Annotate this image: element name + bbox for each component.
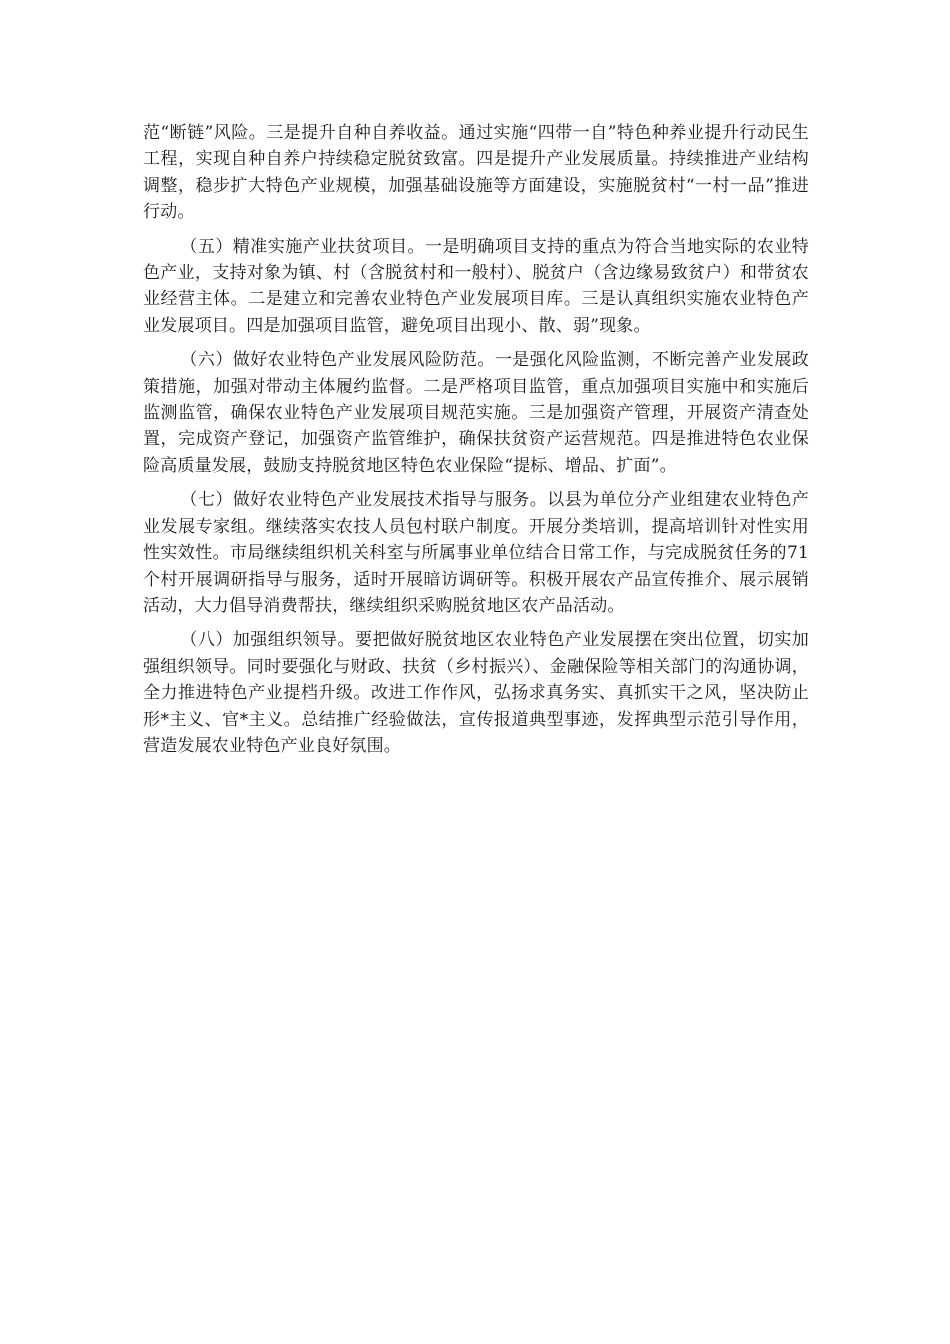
paragraph-section-8: （八）加强组织领导。要把做好脱贫地区农业特色产业发展摆在突出位置，切实加强组织领导。同时要强化与财政、扶贫（乡村振兴）、金融保险等相关部门的沟通协调，全力推进特色产业提档升级。改进工作作风，弘扬求真务实、真抓实干之风，坚决防止形*主义、官*主义。总结推广经验做法，宣传报道典型事迹，发挥典型示范引导作用，营造发展农业特色产业良好氛围。: [143, 630, 809, 756]
paragraph-section-6: （六）做好农业特色产业发展风险防范。一是强化风险监测，不断完善产业发展政策措施，加强对带动主体履约监督。二是严格项目监管，重点加强项目实施中和实施后监测监管，确保农业特色产业发展项目规范实施。三是加强资产管理，开展资产清查处置，完成资产登记，加强资产监管维护，确保扶贫资产运营规范。四是推进特色农业保险高质量发展，鼓励支持脱贫地区特色农业保险“提标、增品、扩面”。: [143, 350, 809, 476]
document-page: [143, 120, 809, 767]
paragraph-section-5: （五）精准实施产业扶贫项目。一是明确项目支持的重点为符合当地实际的农业特色产业，支持对象为镇、村（含脱贫村和一般村）、脱贫户（含边缘易致贫户）和带贫农业经营主体。二是建立和完善农业特色产业发展项目库。三是认真组织实施农业特色产业发展项目。四是加强项目监管，避免项目出现小、散、弱”现象。: [143, 236, 809, 336]
paragraph-section-7: （七）做好农业特色产业发展技术指导与服务。以县为单位分产业组建农业特色产业发展专家组。继续落实农技人员包村联户制度。开展分类培训，提高培训针对性实用性实效性。市局继续组织机关科室与所属事业单位结合日常工作，与完成脱贫任务的71个村开展调研指导与服务，适时开展暗访调研等。积极开展农产品宣传推介、展示展销活动，大力倡导消费帮扶，继续组织采购脱贫地区农产品活动。: [143, 490, 809, 616]
paragraph-continuation: 范“断链”风险。三是提升自种自养收益。通过实施“四带一自”特色种养业提升行动民生工程，实现自种自养户持续稳定脱贫致富。四是提升产业发展质量。持续推进产业结构调整，稳步扩大特色产业规模，加强基础设施等方面建设，实施脱贫村“一村一品”推进行动。: [143, 123, 809, 223]
